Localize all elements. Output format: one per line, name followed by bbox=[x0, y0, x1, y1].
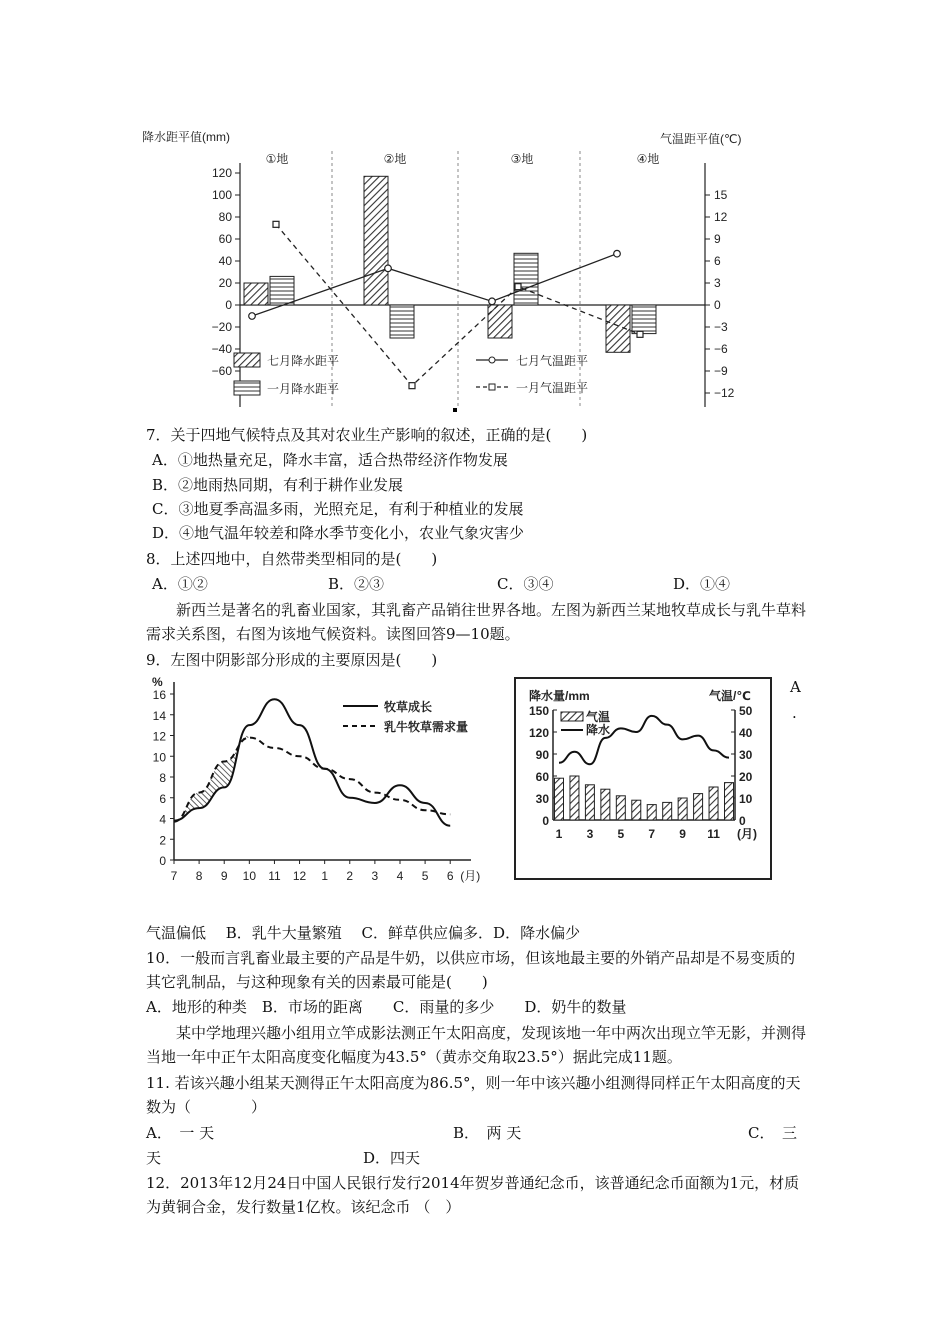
right-tick-label: 12 bbox=[714, 210, 728, 224]
right-tick-label: −3 bbox=[714, 320, 728, 334]
legend-july-temp-label: 七月气温距平 bbox=[516, 354, 589, 368]
y-tick-label: 8 bbox=[159, 771, 166, 785]
july-temp-point bbox=[614, 250, 621, 257]
y-tick-label: 10 bbox=[152, 750, 166, 765]
x-tick-label: 8 bbox=[195, 869, 203, 883]
legend-jan-temp-label: 一月气温距平 bbox=[516, 381, 589, 395]
right-tick-label: 50 bbox=[739, 704, 753, 718]
legend-growth-label: 牧草成长 bbox=[384, 700, 433, 714]
region-label: ②地 bbox=[383, 152, 407, 166]
x-tick-label: 11 bbox=[268, 869, 281, 883]
right-tick-label: 3 bbox=[714, 276, 721, 290]
temp-bar bbox=[709, 787, 718, 820]
left-tick-label: 80 bbox=[218, 210, 232, 224]
x-tick-label: 4 bbox=[396, 869, 404, 883]
legend-precip-label: 降水 bbox=[586, 723, 611, 737]
bar-jan-precip bbox=[514, 253, 538, 305]
bar-jan-precip bbox=[390, 305, 414, 338]
region-label: ④地 bbox=[636, 152, 660, 166]
bar-july-precip bbox=[364, 176, 388, 305]
q11-option-d: D．四天 bbox=[363, 1149, 421, 1167]
climate-anomaly-chart bbox=[140, 125, 780, 420]
q7-stem: 7．关于四地气候特点及其对农业生产影响的叙述，正确的是( ) bbox=[146, 426, 588, 444]
q7-option-b: B．②地雨热同期，有利于耕作业发展 bbox=[152, 476, 404, 494]
intro-9-10: 新西兰是著名的乳畜业国家，其乳畜产品销往世界各地。左图为新西兰某地牧草成长与乳牛草料需求关系图，右图为该地气候资料。读图回答9—10题。 bbox=[146, 601, 807, 643]
q12-stem: 12．2013年12月24日中国人民银行发行2014年贺岁普通纪念币，该普通纪念币面额为1元，材质为黄铜合金，发行数量1亿枚。该纪念币 （ ） bbox=[146, 1174, 800, 1216]
july-temp-line bbox=[252, 254, 617, 316]
y-tick-label: 6 bbox=[159, 791, 166, 806]
temp-bar bbox=[694, 794, 703, 820]
temp-bar bbox=[632, 800, 641, 820]
x-tick-label: 2 bbox=[346, 869, 354, 883]
left-tick-label: 40 bbox=[218, 254, 232, 268]
x-tick-label: 1 bbox=[321, 869, 329, 883]
q11-option-c: C． 三 bbox=[748, 1124, 797, 1142]
x-tick-label: 7 bbox=[170, 869, 178, 883]
left-axis-title: 降水距平值(mm) bbox=[142, 130, 230, 144]
x-tick-label: 9 bbox=[220, 869, 228, 883]
legend-jan-precip-swatch bbox=[234, 381, 260, 395]
left-tick-label: −40 bbox=[211, 342, 232, 356]
legend-july-precip-label: 七月降水距平 bbox=[267, 354, 340, 368]
x-tick-label: 12 bbox=[292, 869, 307, 883]
left-tick-label: 20 bbox=[218, 276, 232, 290]
legend-temp-label: 气温 bbox=[586, 710, 611, 724]
q11-option-a: A． 一 天 bbox=[146, 1124, 215, 1142]
temp-bar bbox=[663, 802, 672, 820]
precip-axis-title: 降水量/mm bbox=[529, 689, 590, 703]
q7-option-a: A．①地热量充足，降水丰富，适合热带经济作物发展 bbox=[152, 451, 508, 469]
q9-side-dot: . bbox=[792, 704, 797, 722]
temp-bar bbox=[555, 778, 564, 820]
left-tick-label: 0 bbox=[542, 814, 549, 828]
right-tick-label: 10 bbox=[739, 792, 753, 806]
q8-option-a: A．①② bbox=[152, 575, 208, 593]
left-tick-label: 100 bbox=[211, 188, 232, 202]
stray-mark bbox=[453, 408, 457, 412]
q8-option-c: C．③④ bbox=[497, 575, 554, 593]
right-tick-label: −6 bbox=[714, 342, 728, 356]
x-tick-label: 10 bbox=[242, 869, 257, 883]
right-tick-label: 15 bbox=[714, 188, 728, 202]
q11-stem: 11. 若该兴趣小组某天测得正午太阳高度为86.5°，则一年中该兴趣小组测得同样正午太阳高度的天数为（ ） bbox=[146, 1074, 801, 1116]
q9-side-a: A bbox=[790, 678, 801, 696]
month-tick-label: 3 bbox=[586, 827, 594, 841]
legend-july-temp-marker bbox=[489, 357, 495, 363]
left-tick-label: −60 bbox=[211, 364, 232, 378]
left-tick-label: 30 bbox=[535, 792, 549, 806]
q11-option-b: B． 两 天 bbox=[453, 1124, 522, 1142]
y-tick-label: 14 bbox=[152, 708, 166, 723]
jan-temp-point bbox=[515, 284, 521, 290]
bar-july-precip bbox=[244, 283, 268, 305]
right-tick-label: 0 bbox=[714, 298, 721, 312]
q9-stem: 9．左图中阴影部分形成的主要原因是( ) bbox=[146, 651, 438, 669]
right-tick-label: 20 bbox=[739, 770, 753, 784]
july-temp-point bbox=[249, 313, 256, 320]
left-tick-label: 60 bbox=[535, 770, 549, 784]
left-tick-label: 60 bbox=[218, 232, 232, 246]
left-tick-label: 120 bbox=[211, 166, 232, 180]
right-tick-label: 9 bbox=[714, 232, 721, 246]
region-label: ①地 bbox=[265, 152, 289, 166]
climate-chart bbox=[513, 676, 773, 881]
temp-bar bbox=[601, 789, 610, 820]
q7-option-d: D．④地气温年较差和降水季节变化小，农业气象灾害少 bbox=[152, 524, 525, 542]
pasture-growth-line bbox=[174, 699, 450, 826]
left-tick-label: 90 bbox=[535, 748, 549, 762]
temp-bar bbox=[678, 798, 687, 820]
left-tick-label: 150 bbox=[528, 704, 549, 718]
bar-jan-precip bbox=[270, 276, 294, 305]
month-tick-label: 9 bbox=[679, 827, 686, 841]
x-tick-label: 5 bbox=[421, 869, 429, 883]
q10-stem: 10．一般而言乳畜业最主要的产品是牛奶，以供应市场，但该地最主要的外销产品却是不易变质的其它乳制品，与这种现象有关的因素最可能是( ) bbox=[146, 949, 796, 991]
left-tick-label: −20 bbox=[211, 320, 232, 334]
right-axis-title: 气温距平值(℃) bbox=[660, 132, 742, 146]
x-tick-label: 6 bbox=[446, 869, 454, 883]
y-tick-label: 0 bbox=[159, 854, 166, 868]
legend-july-precip-swatch bbox=[234, 353, 260, 367]
jan-temp-point bbox=[409, 383, 415, 389]
q8-stem: 8．上述四地中，自然带类型相同的是( ) bbox=[146, 550, 438, 568]
q11-option-c-cont: 天 bbox=[146, 1149, 162, 1167]
bar-jan-precip bbox=[632, 305, 656, 334]
left-tick-label: 120 bbox=[528, 726, 549, 740]
july-temp-point bbox=[489, 298, 496, 305]
temp-bar bbox=[616, 796, 625, 820]
temp-bar bbox=[570, 776, 579, 820]
q10-options: A．地形的种类 B．市场的距离 C．雨量的多少 D．奶牛的数量 bbox=[146, 998, 627, 1016]
temp-axis-title: 气温/℃ bbox=[709, 689, 751, 703]
right-tick-label: 0 bbox=[739, 814, 746, 828]
legend-jan-temp-marker bbox=[489, 384, 495, 390]
x-tick-label: 3 bbox=[371, 869, 379, 883]
y-axis-title: % bbox=[152, 675, 163, 689]
left-tick-label: 0 bbox=[225, 298, 232, 312]
legend-temp-swatch bbox=[561, 712, 583, 721]
q9-options: 气温偏低 B．乳牛大量繁殖 C．鲜草供应偏多．D．降水偏少 bbox=[146, 924, 581, 942]
right-tick-label: 30 bbox=[739, 748, 753, 762]
month-tick-label: 5 bbox=[617, 827, 625, 841]
jan-temp-point bbox=[637, 331, 643, 337]
legend-jan-precip-label: 一月降水距平 bbox=[267, 382, 340, 396]
july-temp-point bbox=[385, 265, 392, 272]
q8-option-b: B．②③ bbox=[328, 575, 385, 593]
intro-11: 某中学地理兴趣小组用立竿成影法测正午太阳高度，发现该地一年中两次出现立竿无影，并测得当地一年中正午太阳高度变化幅度为43.5°（黄赤交角取23.5°）据此完成11题。 bbox=[146, 1024, 807, 1066]
month-unit: (月) bbox=[737, 827, 757, 841]
x-axis-unit: (月) bbox=[460, 869, 481, 883]
q8-option-d: D．①④ bbox=[673, 575, 731, 593]
temp-bar bbox=[725, 783, 734, 820]
y-tick-label: 2 bbox=[159, 833, 166, 848]
right-tick-label: 6 bbox=[714, 254, 721, 268]
right-tick-label: 40 bbox=[739, 726, 753, 740]
month-tick-label: 7 bbox=[648, 827, 656, 841]
legend-demand-label: 乳牛牧草需求量 bbox=[384, 720, 469, 734]
temp-bar bbox=[647, 805, 656, 820]
month-tick-label: 11 bbox=[707, 827, 720, 841]
right-tick-label: −12 bbox=[714, 386, 735, 400]
jan-temp-point bbox=[273, 221, 279, 227]
y-tick-label: 12 bbox=[152, 729, 166, 744]
right-tick-label: −9 bbox=[714, 364, 728, 378]
y-tick-label: 16 bbox=[152, 688, 166, 702]
region-label: ③地 bbox=[510, 152, 534, 166]
bar-july-precip bbox=[488, 305, 512, 338]
y-tick-label: 4 bbox=[159, 812, 166, 827]
temp-bar bbox=[585, 785, 594, 820]
pasture-demand-chart bbox=[148, 672, 493, 887]
month-tick-label: 1 bbox=[555, 827, 563, 841]
q7-option-c: C．③地夏季高温多雨，光照充足，有利于种植业的发展 bbox=[152, 500, 524, 518]
